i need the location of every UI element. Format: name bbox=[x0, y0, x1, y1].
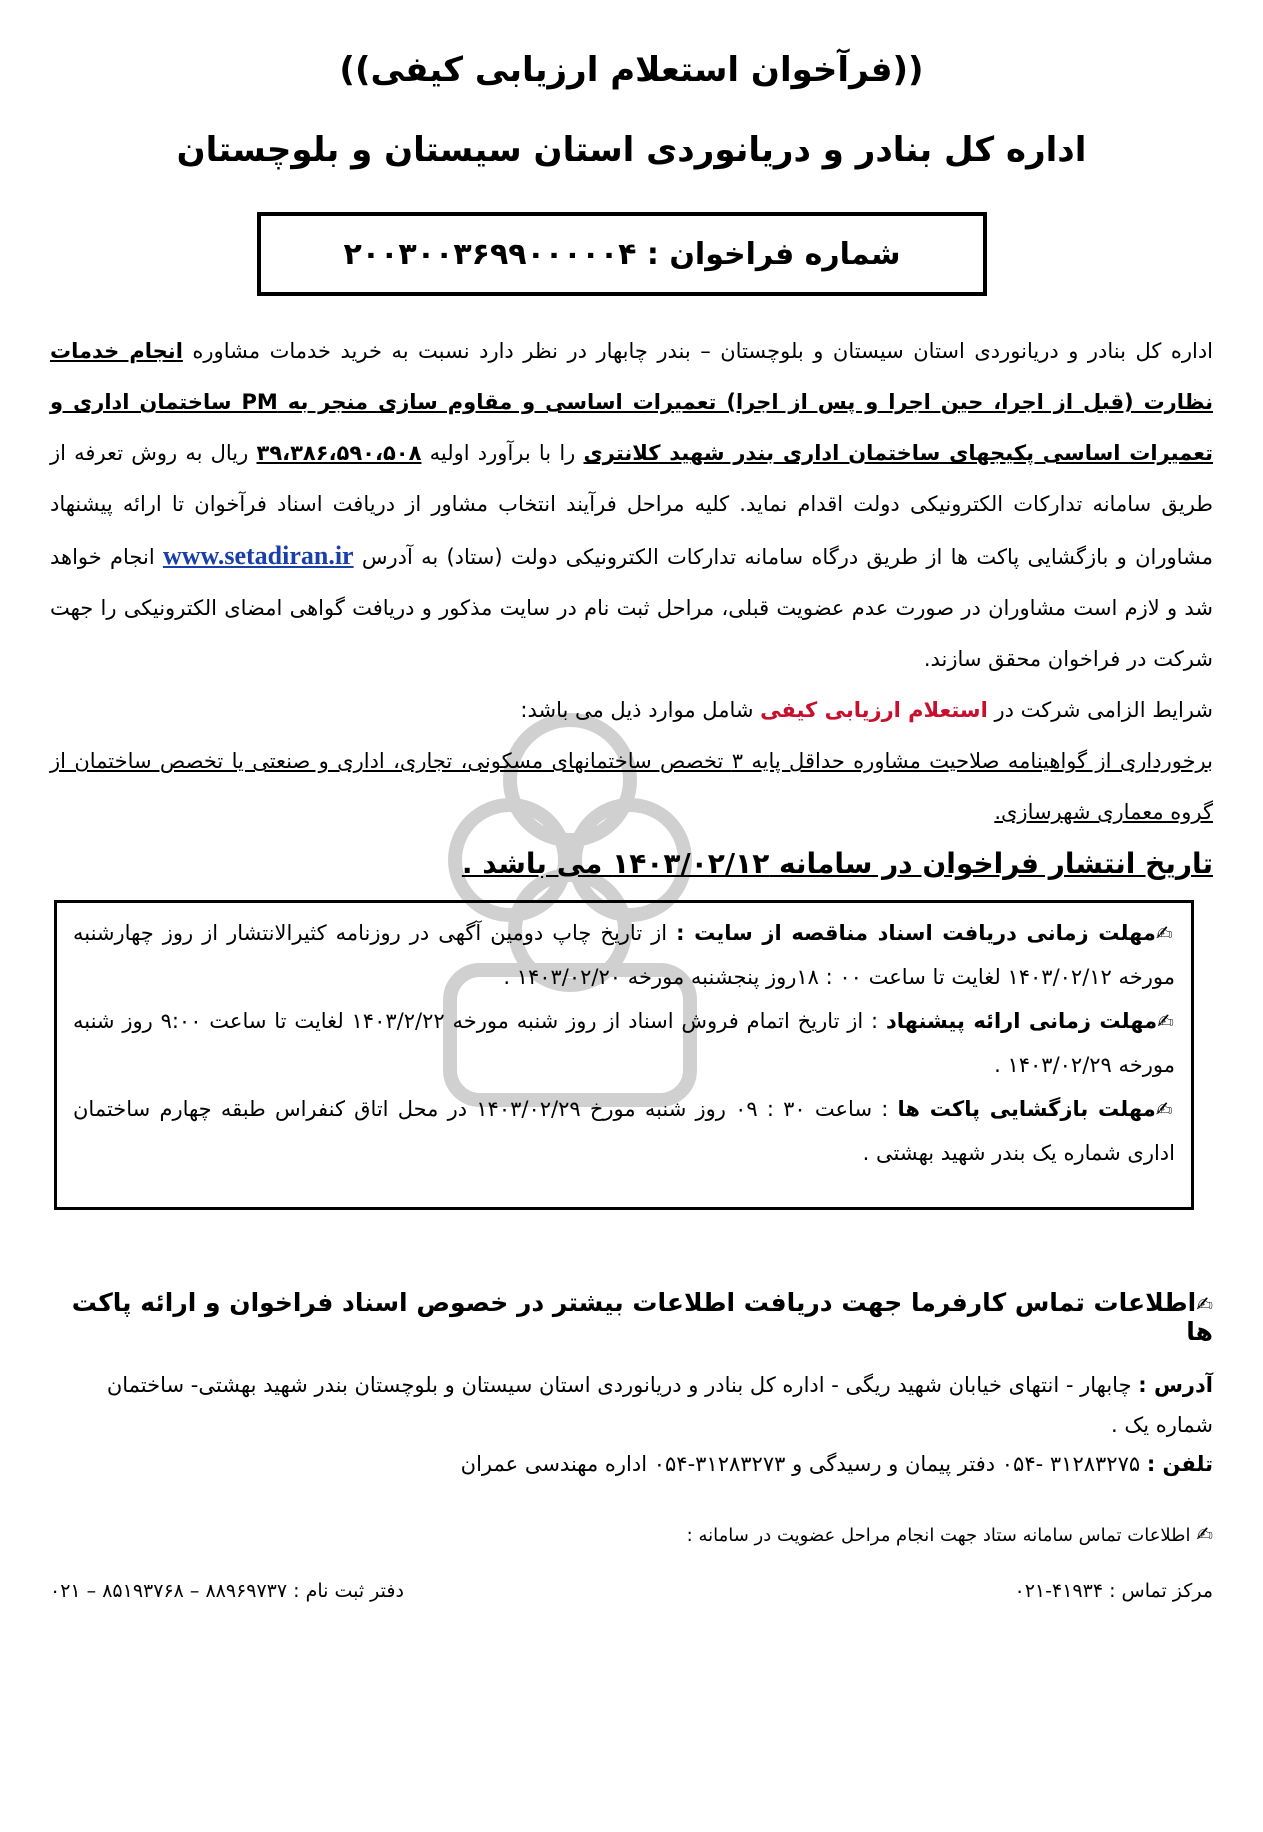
registry-office: دفتر ثبت نام : ۸۸۹۶۹۷۳۷ – ۸۵۱۹۳۷۶۸ – ۰۲۱ bbox=[50, 1580, 404, 1602]
conditions-prefix: شرایط الزامی شرکت در bbox=[987, 698, 1213, 722]
body-process-text: ریال به روش تعرفه از طریق سامانه تدارکات الکترونیکی دولت اقدام نماید. کلیه مراحل فرآیند انتخاب مشاور از دریافت اسناد فرآخوان تا ارائه پیشنهاد مشاوران و بازگشایی پاکت ها از طریق درگاه سامانه تدارکات الکترونیکی دولت (ستاد) به آدرس bbox=[50, 441, 1213, 569]
notice-body bbox=[50, 326, 1213, 889]
setad-info-text: اطلاعات تماس سامانه ستاد جهت انجام مراحل عضویت در سامانه : bbox=[686, 1525, 1191, 1546]
conditions-highlight: استعلام ارزیابی کیفی bbox=[760, 698, 988, 722]
deadline-opening-text: : ساعت ۳۰ : ۰۹ روز شنبه مورخ ۱۴۰۳/۰۲/۲۹ در محل اتاق کنفراس طبقه چهارم ساختمان اداری شماره یک بندر شهید بهشتی . bbox=[73, 1097, 1175, 1165]
pen-hand-icon: ✍ bbox=[1155, 1097, 1175, 1121]
address-text: چابهار - انتهای خیابان شهید ریگی - اداره کل بنادر و دریانوردی استان سیستان و بلوچستان بندر شهید بهشتی- ساختمان شماره یک . bbox=[106, 1373, 1213, 1437]
deadline-documents bbox=[73, 911, 1175, 999]
pen-hand-icon: ✍ bbox=[1157, 1009, 1176, 1033]
contact-heading bbox=[50, 1288, 1213, 1346]
pen-hand-icon: ✍ bbox=[1196, 1522, 1213, 1546]
pen-hand-icon: ✍ bbox=[1155, 921, 1175, 945]
deadline-documents-text: از تاریخ چاپ دومین آگهی در روزنامه کثیرالانتشار از روز چهارشنبه مورخه ۱۴۰۳/۰۲/۱۲ لغایت تا ساعت ۰۰ : ۱۸روز پنجشنبه مورخه ۱۴۰۳/۰۲/۲۰ . bbox=[73, 921, 1175, 989]
setad-contact-info bbox=[50, 1522, 1213, 1546]
call-center: مرکز تماس : ۴۱۹۳۴-۰۲۱ bbox=[1014, 1580, 1213, 1602]
deadline-opening-label: مهلت بازگشایی پاکت ها bbox=[897, 1097, 1156, 1121]
deadline-opening bbox=[73, 1087, 1175, 1175]
estimate-amount: ۳۹،۳۸۶،۵۹۰،۵۰۸ bbox=[256, 441, 422, 465]
notice-title: ((فرآخوان استعلام ارزیابی کیفی)) bbox=[339, 50, 924, 90]
conditions-suffix: شامل موارد ذیل می باشد: bbox=[520, 698, 761, 722]
setad-website-link[interactable]: www.setadiran.ir bbox=[162, 541, 354, 570]
setad-phones bbox=[50, 1580, 1213, 1602]
call-number: شماره فراخوان : ۲۰۰۳۰۰۳۶۹۹۰۰۰۰۰۴ bbox=[343, 236, 901, 272]
pen-hand-icon: ✍ bbox=[1196, 1292, 1213, 1316]
deadline-proposal bbox=[73, 999, 1175, 1087]
deadline-documents-label: مهلت زمانی دریافت اسناد مناقصه از سایت : bbox=[676, 921, 1156, 945]
publish-date-line: تاریخ انتشار فراخوان در سامانه ۱۴۰۳/۰۲/۱۲ می باشد . bbox=[461, 847, 1213, 880]
body-registration-text: انجام خواهد شد و لازم است مشاوران در صورت عدم عضویت قبلی، مراحل ثبت نام در سایت مذکور و دریافت گواهی امضای الکترونیکی را جهت شرکت در فراخوان محقق سازند. bbox=[50, 545, 1213, 671]
conditions-line bbox=[50, 685, 1213, 736]
service-description: انجام خدمات نظارت (قبل از اجرا، حین اجرا و پس از اجرا) تعمیرات اساسی و مقاوم سازی منجر به PM ساختمان اداری و تعمیرات اساسی پکیجهای ساختمان اداری بندر شهید کلانتری bbox=[50, 339, 1214, 465]
contact-phone bbox=[50, 1452, 1213, 1476]
requirement-text: برخورداری از گواهینامه صلاحیت مشاوره حداقل پایه ۳ تخصص ساختمانهای مسکونی، تجاری، اداری و صنعتی یا تخصص ساختمان از گروه معماری شهرسازی. bbox=[50, 749, 1213, 824]
organization-name: اداره کل بنادر و دریانوردی استان سیستان و بلوچستان bbox=[176, 130, 1087, 170]
contact-address bbox=[50, 1365, 1213, 1445]
call-number-box bbox=[257, 212, 987, 296]
contact-heading-text: اطلاعات تماس کارفرما جهت دریافت اطلاعات بیشتر در خصوص اسناد فراخوان و ارائه پاکت ها bbox=[71, 1288, 1213, 1346]
body-intro: اداره کل بنادر و دریانوردی استان سیستان و بلوچستان – بندر چابهار در نظر دارد نسبت به خرید خدمات مشاوره bbox=[182, 339, 1214, 363]
address-label: آدرس : bbox=[1138, 1373, 1213, 1397]
deadline-proposal-text: : از تاریخ اتمام فروش اسناد از روز شنبه مورخه ۱۴۰۳/۲/۲۲ لغایت تا ساعت ۹:۰۰ روز شنبه مورخه ۱۴۰۳/۰۲/۲۹ . bbox=[73, 1009, 1175, 1077]
deadline-proposal-label: مهلت زمانی ارائه پیشنهاد bbox=[885, 1009, 1158, 1033]
deadlines-box bbox=[54, 900, 1194, 1210]
body-estimate-label: را با برآورد اولیه bbox=[421, 441, 584, 465]
phone-text: ۳۱۲۸۳۲۷۵ -۰۵۴ دفتر پیمان و رسیدگی و ۳۱۲۸۳۲۷۳-۰۵۴ اداره مهندسی عمران bbox=[460, 1452, 1147, 1476]
phone-label: تلفن : bbox=[1146, 1452, 1213, 1476]
